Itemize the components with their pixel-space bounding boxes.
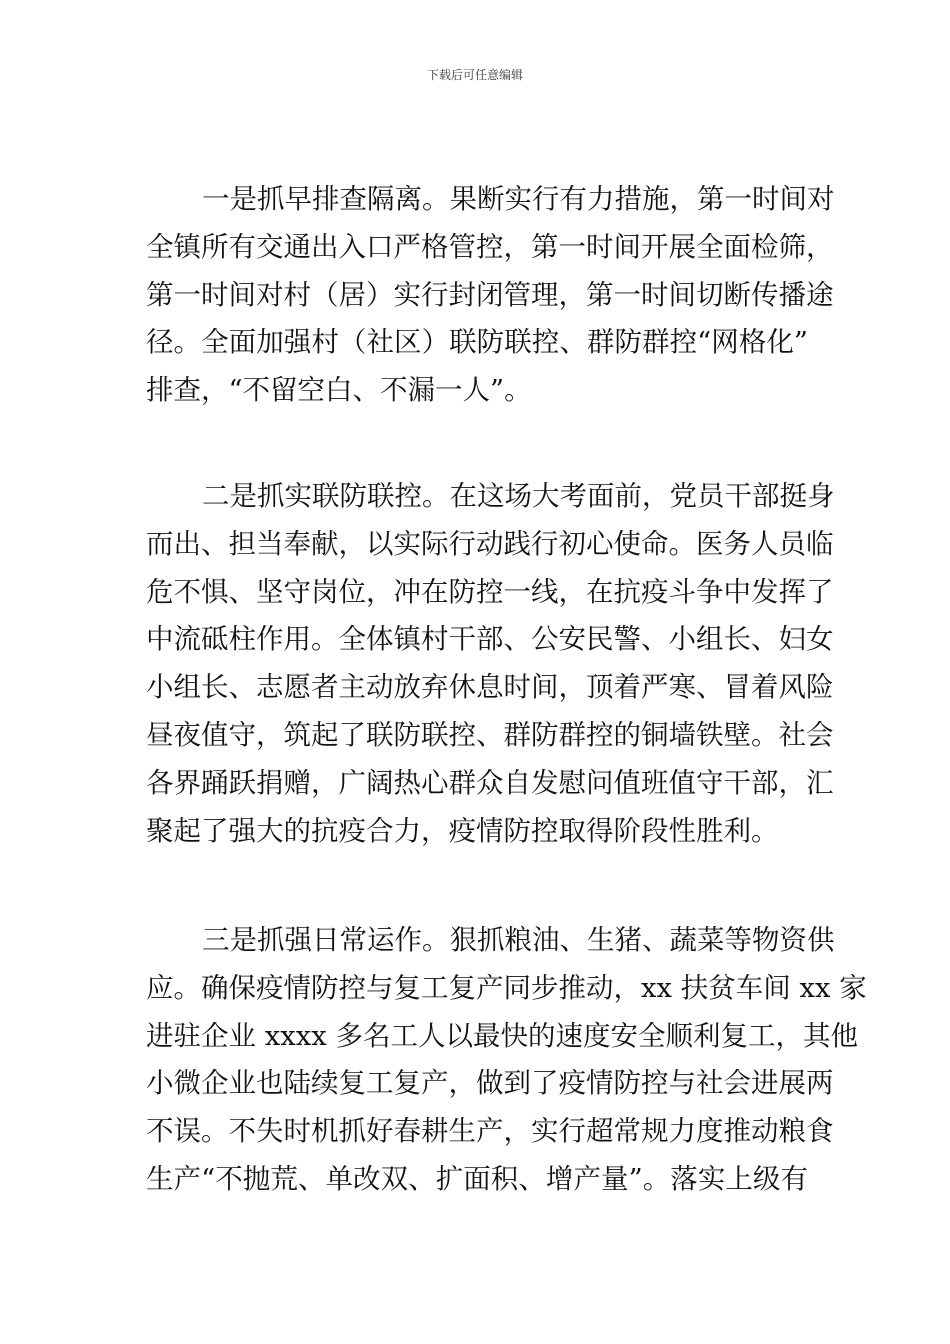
- paragraph-line: 不误。不失时机抓好春耕生产，实行超常规力度推动粮食: [146, 1115, 834, 1148]
- paragraph-line: 危不惧、坚守岗位，冲在防控一线，在抗疫斗争中发挥了: [146, 575, 834, 608]
- paragraph-joint-prevention: [146, 473, 835, 855]
- paragraph-line: 第一时间对村（居）实行封闭管理，第一时间切断传播途: [146, 278, 834, 311]
- paragraph-line: 二是抓实联防联控。在这场大考面前，党员干部挺身: [202, 480, 835, 512]
- paragraph-line: 三是抓强日常运作。狠抓粮油、生猪、蔬菜等物资供: [202, 924, 835, 956]
- paragraph-line: 一是抓早排查隔离。果断实行有力措施，第一时间对: [202, 183, 835, 215]
- paragraph-line: 中流砥柱作用。全体镇村干部、公安民警、小组长、妇女: [146, 623, 834, 656]
- paragraph-line: 聚起了强大的抗疫合力，疫情防控取得阶段性胜利。: [146, 814, 779, 847]
- paragraph-line: 应。确保疫情防控与复工复产同步推动，xx 扶贫车间 xx 家: [146, 971, 867, 1004]
- paragraph-line: 各界踊跃捐赠，广阔热心群众自发慰问值班值守干部，汇: [146, 766, 834, 799]
- paragraph-line: 生产“不抛荒、单改双、扩面积、增产量”。落实上级有: [146, 1162, 808, 1195]
- paragraph-line: 而出、担当奉献，以实际行动践行初心使命。医务人员临: [146, 527, 834, 560]
- paragraph-line: 昼夜值守，筑起了联防联控、群防群控的铜墙铁壁。社会: [146, 718, 834, 751]
- paragraph-line: 进驻企业 xxxx 多名工人以最快的速度安全顺利复工，其他: [146, 1019, 859, 1052]
- paragraph-line: 排查，“不留空白、不漏一人”。: [146, 374, 532, 407]
- paragraph-line: 全镇所有交通出入口严格管控，第一时间开展全面检筛，: [146, 230, 834, 263]
- page-header-note: 下载后可任意编辑: [426, 68, 523, 82]
- paragraph-line: 小微企业也陆续复工复产，做到了疫情防控与社会进展两: [146, 1067, 834, 1100]
- paragraph-early-screening: [146, 176, 835, 415]
- paragraph-line: 径。全面加强村（社区）联防联控、群防群控“网格化”: [146, 326, 808, 359]
- paragraph-line: 小组长、志愿者主动放弃休息时间，顶着严寒、冒着风险: [146, 671, 834, 704]
- paragraph-daily-operations: [146, 917, 867, 1204]
